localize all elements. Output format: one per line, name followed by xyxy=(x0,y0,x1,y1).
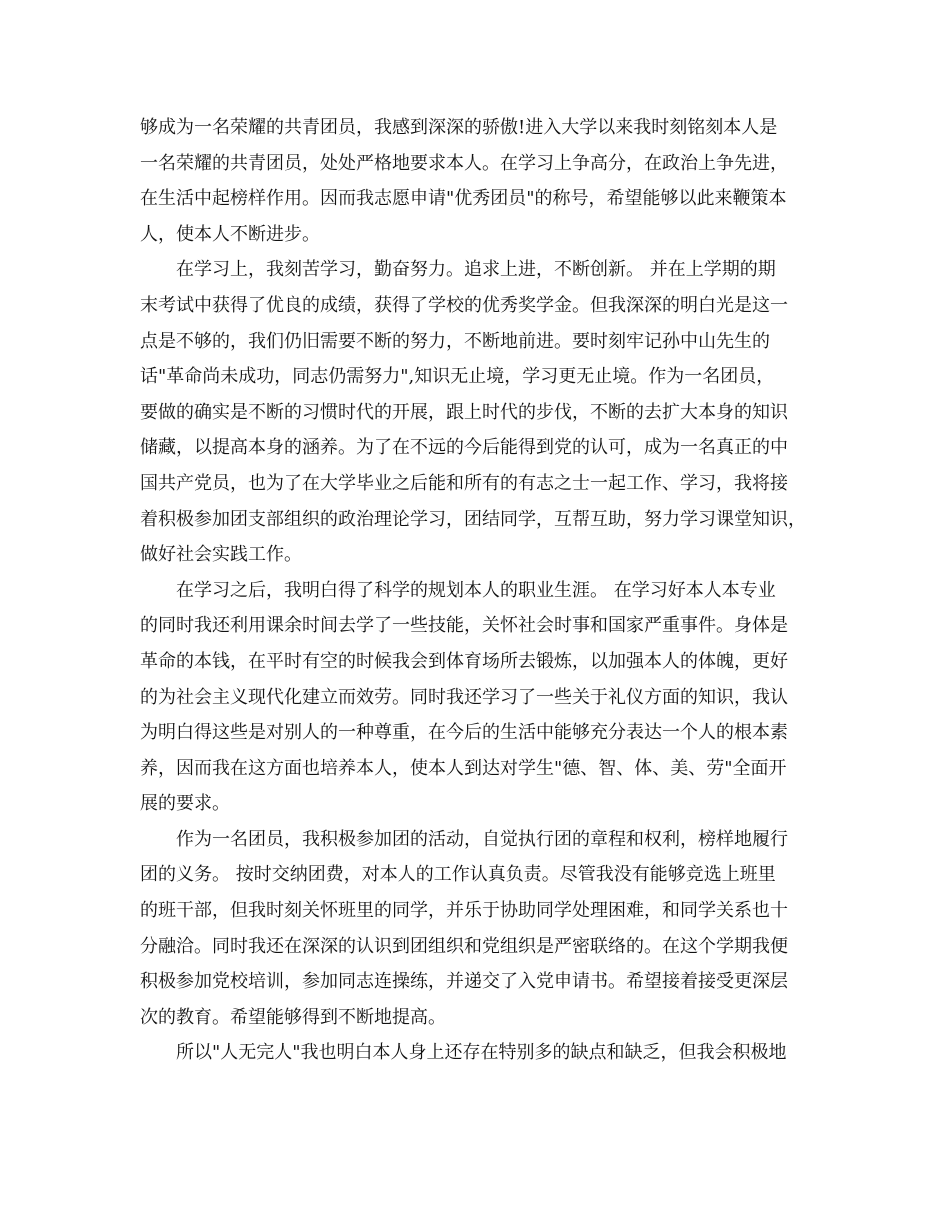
text-line: 的同时我还利用课余时间去学了一些技能，关怀社会时事和国家严重事件。身体是 xyxy=(140,615,788,637)
text-line: 积极参加党校培训，参加同志连操练，并递交了入党申请书。希望接着接受更深层 xyxy=(140,971,788,993)
text-line: 所以"人无完人"我也明白本人身上还存在特别多的缺点和缺乏，但我会积极地 xyxy=(176,1042,787,1064)
text-line: 在学习之后，我明白得了科学的规划本人的职业生涯。 在学习好本人本专业 xyxy=(176,579,776,601)
text-line: 在学习上，我刻苦学习，勤奋努力。追求上进，不断创新。 并在上学期的期 xyxy=(176,259,776,281)
text-line: 在生活中起榜样作用。因而我志愿申请"优秀团员"的称号，希望能够以此来鞭策本 xyxy=(140,188,787,210)
text-line: 的为社会主义现代化建立而效劳。同时我还学习了一些关于礼仪方面的知识，我认 xyxy=(140,686,788,708)
text-line: 要做的确实是不断的习惯时代的开展，跟上时代的步伐，不断的去扩大本身的知识 xyxy=(140,401,788,423)
text-line: 为明白得这些是对别人的一种尊重，在今后的生活中能够充分表达一个人的根本素 xyxy=(140,722,788,744)
text-line: 分融洽。同时我还在深深的认识到团组织和党组织是严密联络的。在这个学期我便 xyxy=(140,935,788,957)
text-line: 储藏，以提高本身的涵养。为了在不远的今后能得到党的认可，成为一名真正的中 xyxy=(140,437,788,459)
document-body xyxy=(140,110,820,1071)
text-line: 人，使本人不断进步。 xyxy=(140,223,320,245)
text-line: 革命的本钱，在平时有空的时候我会到体育场所去锻炼，以加强本人的体魄，更好 xyxy=(140,650,788,672)
text-line: 话"革命尚未成功，同志仍需努力",知识无止境，学习更无止境。作为一名团员， xyxy=(140,366,775,388)
text-line: 够成为一名荣耀的共青团员，我感到深深的骄傲!进入大学以来我时刻铭刻本人是 xyxy=(140,117,778,138)
text-line: 作为一名团员，我积极参加团的活动，自觉执行团的章程和权利，榜样地履行 xyxy=(176,828,788,850)
text-line: 国共产党员，也为了在大学毕业之后能和所有的有志之士一起工作、学习，我将接 xyxy=(140,472,788,494)
text-line: 养，因而我在这方面也培养本人，使本人到达对学生"德、智、体、美、劳"全面开 xyxy=(140,757,787,779)
text-line: 团的义务。 按时交纳团费，对本人的工作认真负责。尽管我没有能够竞选上班里 xyxy=(140,864,776,886)
text-line: 次的教育。希望能够得到不断地提高。 xyxy=(140,1006,446,1028)
text-line: 做好社会实践工作。 xyxy=(140,544,302,566)
text-line: 末考试中获得了优良的成绩，获得了学校的优秀奖学金。但我深深的明白光是这一 xyxy=(140,294,788,316)
text-line: 展的要求。 xyxy=(140,793,230,815)
text-line: 的班干部，但我时刻关怀班里的同学，并乐于协助同学处理困难，和同学关系也十 xyxy=(140,900,788,922)
text-line: 着积极参加团支部组织的政治理论学习，团结同学，互帮互助，努力学习课堂知识， xyxy=(140,508,806,530)
text-line: 一名荣耀的共青团员，处处严格地要求本人。在学习上争高分，在政治上争先进， xyxy=(140,152,788,174)
text-line: 点是不够的，我们仍旧需要不断的努力，不断地前进。要时刻牢记孙中山先生的 xyxy=(140,330,770,352)
